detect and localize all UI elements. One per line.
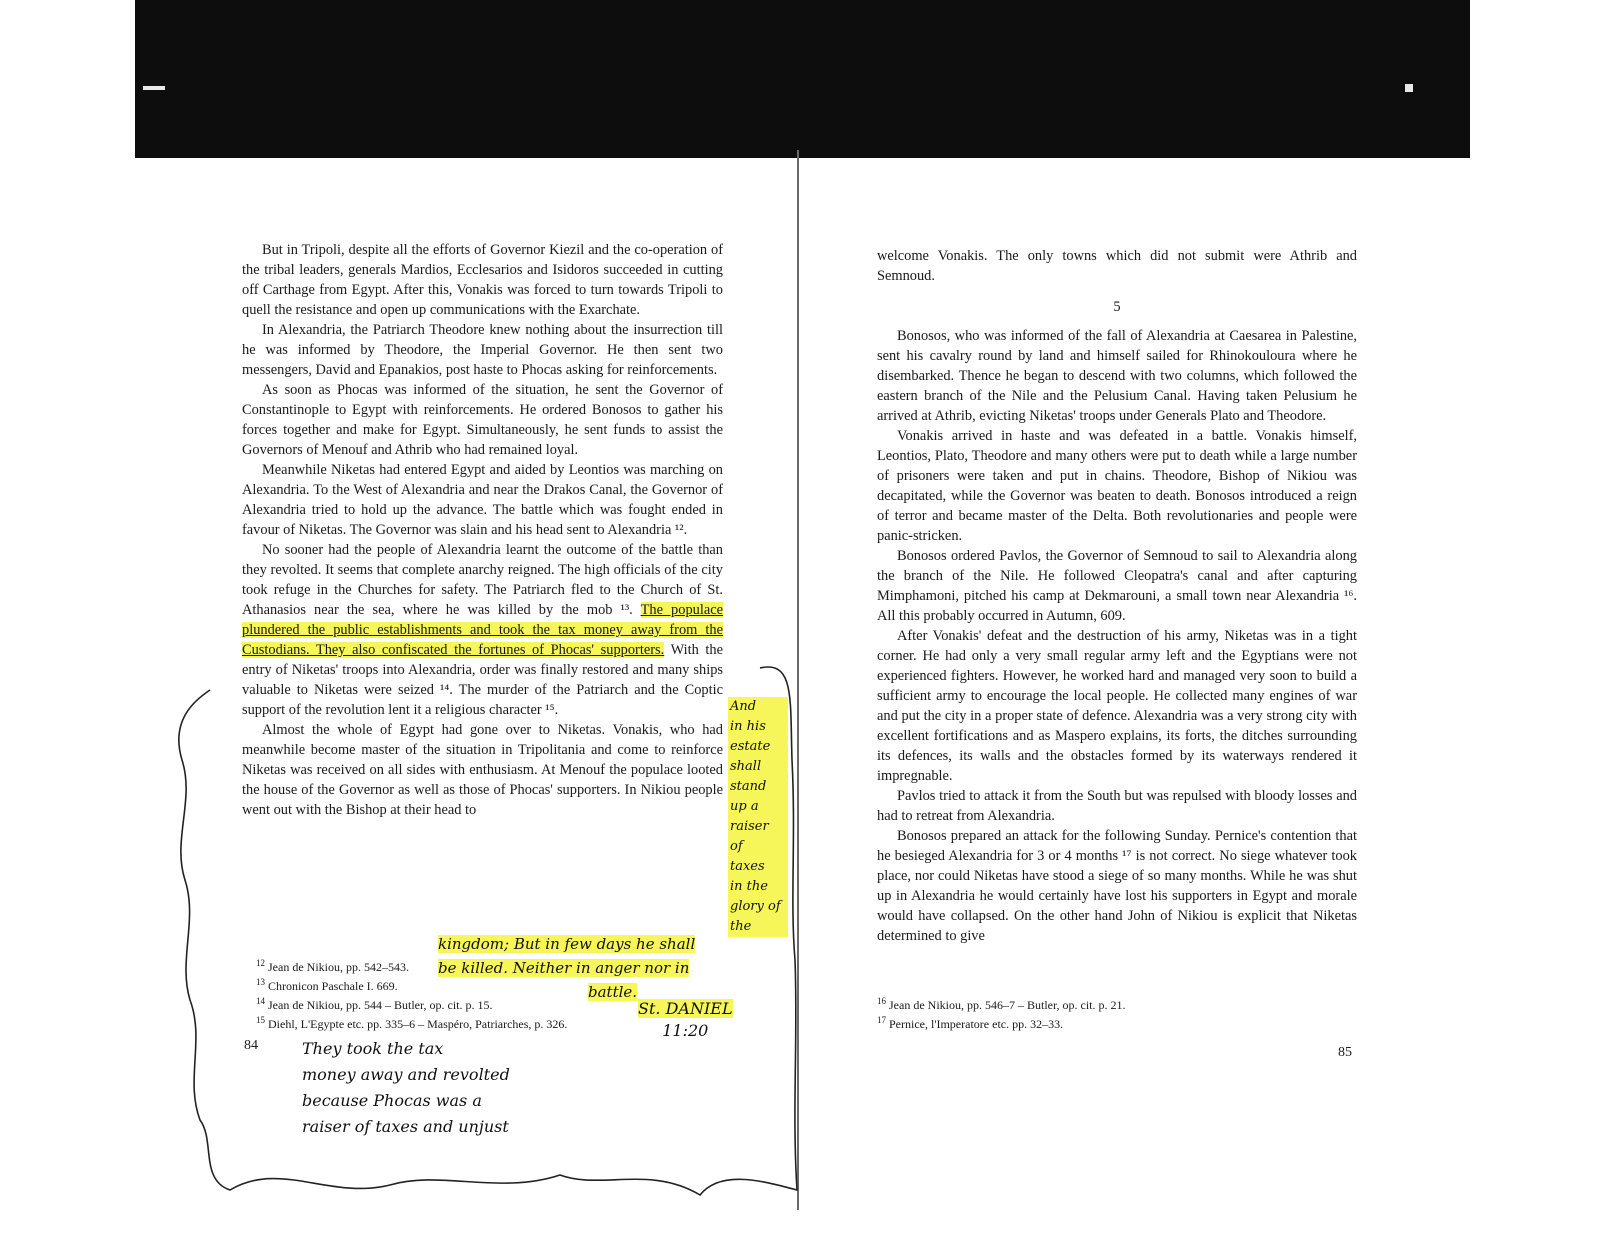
footnote: $^{13}$ Chronicon Paschale I. 669. xyxy=(256,977,398,993)
right-page-text xyxy=(877,246,1357,946)
paragraph: Bonosos ordered Pavlos, the Governor of Semnoud to sail to Alexandria along the branch of the Nile. He followed Cleopatra's canal and after capturing Mimphamoni, pitched his camp at Dekmarouni, a small town near Alexandria ¹⁶. All this probably occurred in Autumn, 609. xyxy=(877,548,1357,624)
right-footnotes xyxy=(877,994,1126,1032)
handwritten-tax-note: They took the tax money away and revolted because Phocas was a raiser of taxes and unjust xyxy=(302,1039,510,1136)
paragraph: Almost the whole of Egypt had gone over to Niketas. Vonakis, who had meanwhile become master of the situation in Tripolitania and come to reinforce Niketas was received on all sides with enthusiasm. At Menouf the populace looted the house of the Governor as well as those of Phocas' supporters. In Nikiou people went out with the Bishop at their head to xyxy=(242,722,723,818)
page-number: 85 xyxy=(1338,1045,1352,1060)
paragraph: After Vonakis' defeat and the destruction of his army, Niketas was in a tight corner. He had only a very small regular army left and the Egyptians were not experienced fighters. However, he worked hard and managed very soon to build a sufficient army to encourage the local people. He collected many engines of war and put the city in a proper state of defence. Alexandria was a very strong city with excellent fortifications and as Maspero explains, its forts, the ditches surrounding its defences, its walls and the obstacles formed by its waterways rendered it impregnable. xyxy=(877,628,1357,784)
left-page-text xyxy=(242,240,723,820)
paragraph-text: No sooner had the people of Alexandria learnt the outcome of the battle than they revolted. It seems that complete anarchy reigned. The high officials of the city took refuge in the Churches for safety. The Patriarch fled to the Church of St. Athanasios near the sea, where he was killed by the mob ¹³. xyxy=(242,542,723,618)
footnote: $^{12}$ Jean de Nikiou, pp. 542–543. xyxy=(256,958,409,974)
paragraph: As soon as Phocas was informed of the situation, he sent the Governor of Constantinople to Egypt with reinforcements. He ordered Bonosos to gather his forces together and make for Egypt. Simultaneously, he sent funds to assist the Governors of Menouf and Athrib who had remained loyal. xyxy=(242,382,723,458)
footnote: $^{15}$ Diehl, L'Egypte etc. pp. 335–6 – Maspéro, Patriarches, p. 326. xyxy=(256,1015,568,1031)
paragraph: But in Tripoli, despite all the efforts of Governor Kiezil and the co-operation of the tribal leaders, generals Mardios, Ecclesarios and Isidoros succeeded in cutting off Carthage from Egypt. After this, Vonakis was forced to turn towards Tripoli to quell the resistance and open up communications with the Exarchate. xyxy=(242,242,723,318)
paragraph: Meanwhile Niketas had entered Egypt and aided by Leontios was marching on Alexandria. To the West of Alexandria and near the Drakos Canal, the Governor of Alexandria tried to hold up the advance. The battle which was fought ended in favour of Niketas. The Governor was slain and his head sent to Alexandria ¹². xyxy=(242,462,723,538)
paragraph-text: With the entry of Niketas' troops into Alexandria, order was finally restored and many ships valuable to Niketas were seized ¹⁴. The murder of the Patriarch and the Coptic support of the revolution lent it a religious character ¹⁵. xyxy=(242,642,723,718)
paragraph: Pavlos tried to attack it from the South but was repulsed with bloody losses and had to retreat from Alexandria. xyxy=(877,788,1357,824)
footnote: $^{14}$ Jean de Nikiou, pp. 544 – Butler, op. cit. p. 15. xyxy=(256,996,493,1012)
paragraph: Bonosos prepared an attack for the following Sunday. Pernice's contention that he besieged Alexandria for 3 or 4 months ¹⁷ is not correct. No siege whatever took place, nor could Niketas have stood a siege of so many months. While he was shut up in Alexandria he would certainly have lost his supporters in Egypt and morale would have collapsed. On the other hand John of Nikiou is explicit that Niketas determined to give xyxy=(877,828,1357,944)
paragraph-highlighted xyxy=(242,540,723,720)
footnote: $^{17}$ Pernice, l'Imperatore etc. pp. 32–33. xyxy=(877,1015,1064,1031)
highlighted-passage: The populace plundered the public establishments and took the tax money away from the Custodians. They also confiscated the fortunes of Phocas' supporters. xyxy=(242,602,723,658)
paragraph: Vonakis arrived in haste and was defeated in a battle. Vonakis himself, Leontios, Plato, Theodore and many others were put to death while a large number of prisoners were taken and put in chains. Theodore, Bishop of Nikiou was decapitated, while the Governor was beaten to death. Bonosos introduced a reign of terror and became master of the Delta. Both revolutionaries and people were panic-stricken. xyxy=(877,428,1357,544)
handwritten-quote: kingdom; But in few days he shall be killed. Neither in anger nor in battle. xyxy=(438,935,696,1001)
section-number: 5 xyxy=(1113,299,1121,315)
handwritten-reference: St. DANIEL 11:20 xyxy=(638,999,733,1040)
paragraph: In Alexandria, the Patriarch Theodore knew nothing about the insurrection till he was informed by Theodore, the Imperial Governor. He then sent two messengers, David and Epanakios, post haste to Phocas asking for reinforcements. xyxy=(242,322,723,378)
page-number: 84 xyxy=(244,1038,258,1053)
paragraph: Bonosos, who was informed of the fall of Alexandria at Caesarea in Palestine, sent his cavalry round by land and himself sailed for Rhinokouloura where he disembarked. Thence he began to descend with two columns, which followed the eastern branch of the Nile and the Pelusium Canal. Having taken Pelusium he arrived at Athrib, evicting Niketas' troops under Generals Plato and Theodore. xyxy=(877,328,1357,424)
footnote: $^{16}$ Jean de Nikiou, pp. 546–7 – Butler, op. cit. p. 21. xyxy=(877,996,1126,1012)
paragraph: welcome Vonakis. The only towns which did not submit were Athrib and Semnoud. xyxy=(877,248,1357,284)
handwritten-margin-note: And in his estate shall stand up a raiser of taxes in the glory of the xyxy=(728,697,788,937)
